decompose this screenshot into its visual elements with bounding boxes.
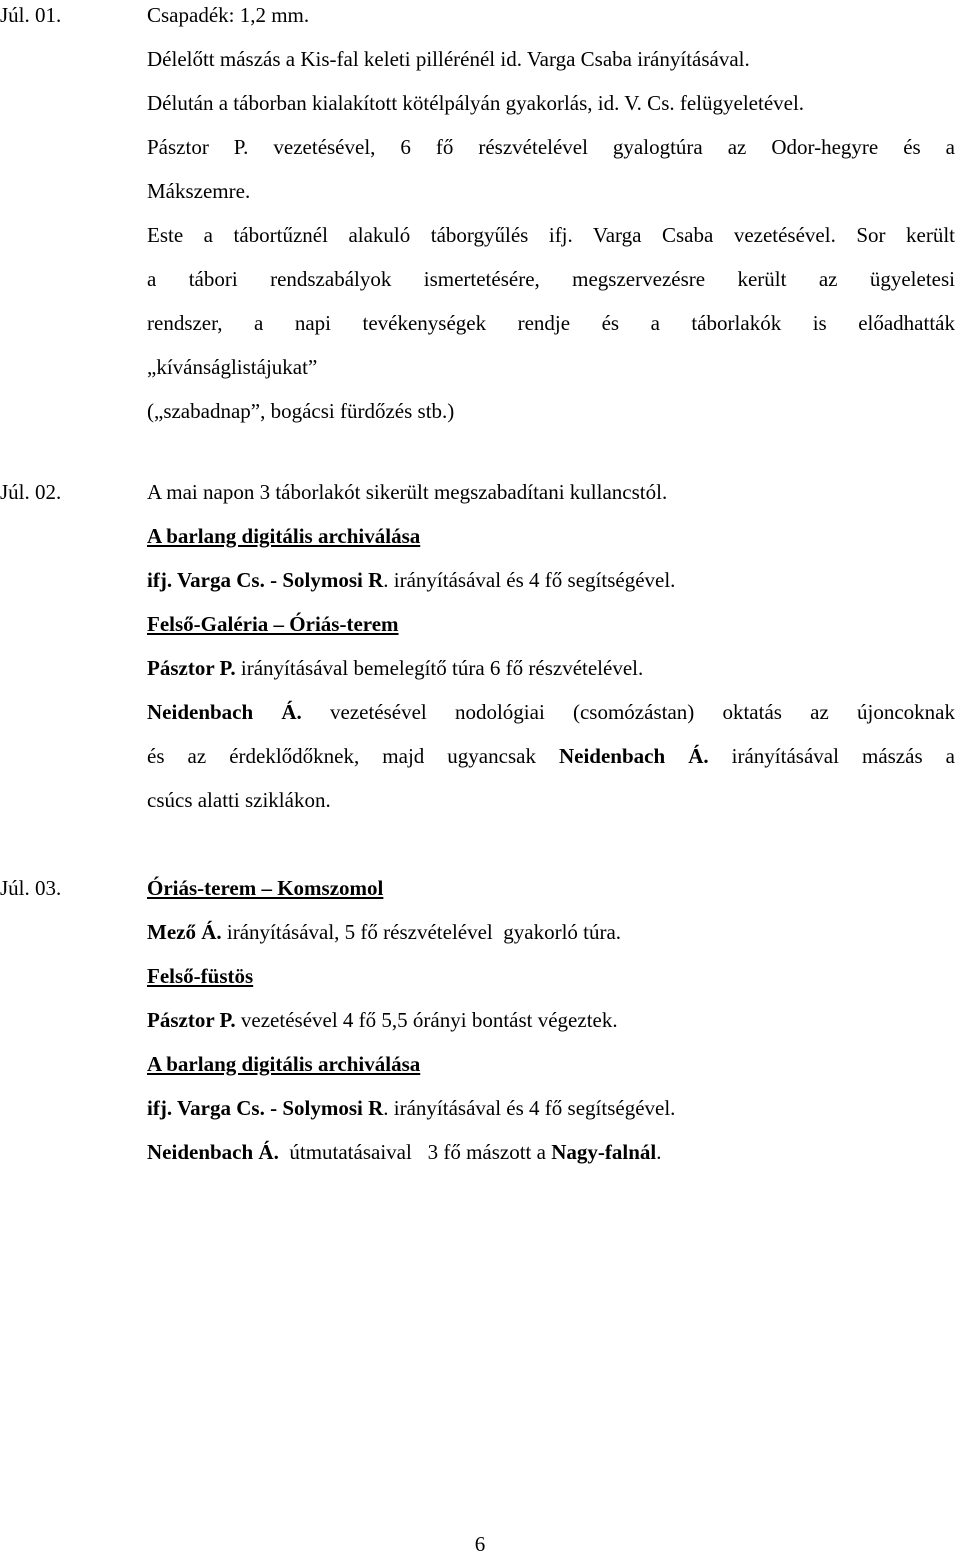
text-run: irányításával mászás a [708,744,955,768]
person-name: Neidenbach Á. [147,1140,279,1164]
page-number: 6 [474,1532,486,1556]
entry-body [147,866,955,1174]
section-heading: A barlang digitális archiválása [147,1052,421,1076]
person-name: Neidenbach Á. [147,700,302,724]
text-line: A mai napon 3 táborlakót sikerült megszabadítani kullancstól. [147,480,668,504]
text-line [147,998,955,1042]
text-line: „kívánságlistájukat” [147,355,318,379]
text-line [147,646,955,690]
person-name: Pásztor P. [147,1008,236,1032]
text-run: . irányításával és 4 fő segítségével. [383,568,676,592]
text-line: Délelőtt mászás a Kis-fal keleti pillérénél id. Varga Csaba irányításával. [147,47,750,71]
text-line: Este a tábortűznél alakuló táborgyűlés ifj. Varga Csaba vezetésével. Sor került [147,223,955,247]
text-run: . irányításával és 4 fő segítségével. [383,1096,676,1120]
entry-body [147,470,955,822]
text-line [147,690,955,734]
text-run: . [656,1140,662,1164]
section-heading: Óriás-terem – Komszomol [147,876,384,900]
text-line [147,1086,955,1130]
text-run: vezetésével nodológiai (csomózástan) oktatás az újoncoknak [301,700,955,724]
person-name: Neidenbach Á. [558,744,709,768]
text-line [147,910,955,954]
text-run: és az érdeklődőknek, majd ugyancsak [147,744,559,768]
text-line: rendszer, a napi tevékenységek rendje és a táborlakók is előadhatták [147,311,955,335]
text-run: vezetésével 4 fő 5,5 órányi bontást végeztek. [235,1008,618,1032]
text-line: a tábori rendszabályok ismertetésére, megszervezésre került az ügyeletesi [147,267,955,291]
text-run: irányításával, 5 fő részvételével gyakorló túra. [221,920,622,944]
text-line: Csapadék: 1,2 mm. [147,3,310,27]
section-heading: Felső-füstös [147,964,254,988]
text-line: csúcs alatti sziklákon. [147,788,331,812]
text-line: Mákszemre. [147,179,251,203]
section-heading: Felső-Galéria – Óriás-terem [147,612,399,636]
entry-body [147,0,955,433]
text-line: („szabadnap”, bogácsi fürdőzés stb.) [147,399,455,423]
person-name: Mező Á. [147,920,222,944]
place-name: Nagy-falnál [551,1140,657,1164]
entry-date: Júl. 01. [0,3,62,27]
text-line [147,734,955,778]
section-heading: A barlang digitális archiválása [147,524,421,548]
text-line [147,558,955,602]
text-run: irányításával bemelegítő túra 6 fő részvételével. [235,656,644,680]
text-run: útmutatásaival 3 fő mászott a [278,1140,552,1164]
person-name: Pásztor P. [147,656,236,680]
person-names: ifj. Varga Cs. - Solymosi R [147,1096,384,1120]
text-line: Pásztor P. vezetésével, 6 fő részvételével gyalogtúra az Odor-hegyre és a [147,135,955,159]
text-line [147,1130,955,1174]
person-names: ifj. Varga Cs. - Solymosi R [147,568,384,592]
entry-date: Júl. 02. [0,480,62,504]
text-line: Délután a táborban kialakított kötélpályán gyakorlás, id. V. Cs. felügyeletével. [147,91,805,115]
entry-date: Júl. 03. [0,876,62,900]
